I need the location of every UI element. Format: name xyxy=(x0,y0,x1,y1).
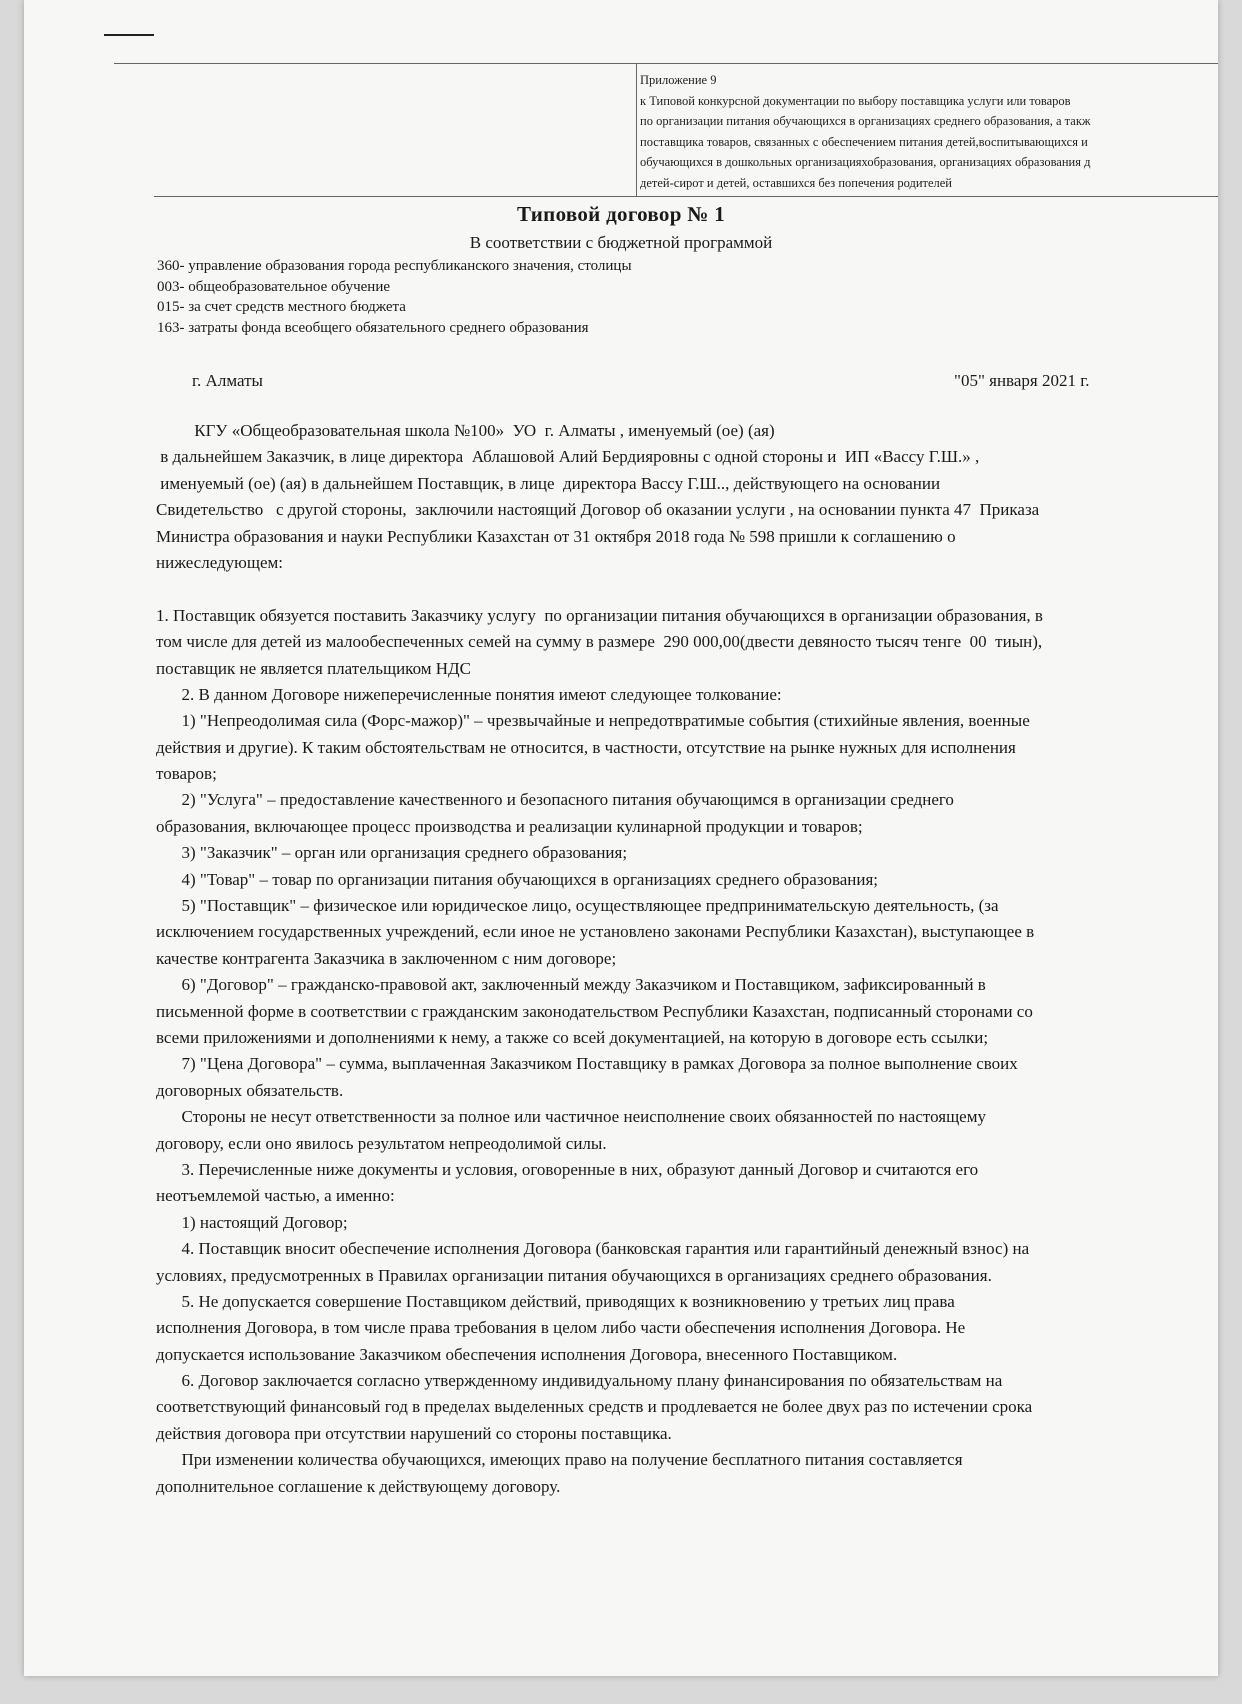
annex-top-rule xyxy=(114,63,1218,64)
body-line: образования, включающее процесс производства и реализации кулинарной продукции и товаров; xyxy=(156,816,863,836)
document-title: Типовой договор № 1 xyxy=(517,202,725,226)
budget-code-line: 015- за счет средств местного бюджета xyxy=(157,299,406,315)
body-line: соответствующий финансовый год в пределах выделенных средств и продлевается не более двух раз по истечении срока xyxy=(156,1397,1033,1417)
body-line: 1) "Непреодолимая сила (Форс-мажор)" – чрезвычайные и непредотвратимые события (стихийные явления, военные xyxy=(156,711,1030,731)
body-line: поставщик не является плательщиком НДС xyxy=(156,658,471,678)
body-line: в дальнейшем Заказчик, в лице директора Аблашовой Алий Бердияровны с одной стороны и ИП «Вассу Г.Ш.» , xyxy=(156,447,980,467)
annex-block xyxy=(640,70,1218,193)
body-line: 1) настоящий Договор; xyxy=(156,1212,348,1232)
body-line: 4. Поставщик вносит обеспечение исполнения Договора (банковская гарантия или гарантийный денежный взнос) на xyxy=(156,1239,1030,1259)
body-line: нижеследующем: xyxy=(156,552,284,572)
annex-line: по организации питания обучающихся в организациях среднего образования, а такж xyxy=(640,114,1091,128)
body-line: действия и другие). К таким обстоятельствам не относится, в частности, отсутствие на рынке нужных для исполнения xyxy=(156,737,1016,757)
budget-codes xyxy=(157,256,632,338)
body-line: товаров; xyxy=(156,764,217,784)
body-line: качестве контрагента Заказчика в заключенном с ним договоре; xyxy=(156,948,617,968)
body-line: 6) "Договор" – гражданско-правовой акт, заключенный между Заказчиком и Поставщиком, зафиксированный в xyxy=(156,975,986,995)
annex-line: детей-сирот и детей, оставшихся без попечения родителей xyxy=(640,175,952,190)
body-line: 2. В данном Договоре нижеперечисленные понятия имеют следующее толкование: xyxy=(156,684,782,704)
annex-line: к Типовой конкурсной документации по выбору поставщика услуги или товаров xyxy=(640,93,1071,108)
body-line: действия договора при отсутствии нарушений со стороны поставщика. xyxy=(156,1423,672,1443)
date: "05" января 2021 г. xyxy=(954,371,1090,390)
body-line: письменной форме в соответствии с гражданским законодательством Республики Казахстан, подписанный сторонами со xyxy=(156,1001,1033,1021)
body-line: исключением государственных учреждений, если иное не установлено законами Республики Казахстан), выступающее в xyxy=(156,922,1035,942)
body-line: 1. Поставщик обязуется поставить Заказчику услугу по организации питания обучающихся в организации образования, в xyxy=(156,605,1043,625)
annex-bottom-rule xyxy=(154,196,1218,197)
document-page xyxy=(24,0,1218,1676)
body-line: именуемый (ое) (ая) в дальнейшем Поставщик, в лице директора Вассу Г.Ш.., действующего на основании xyxy=(156,473,941,493)
body-line: дополнительное соглашение к действующему договору. xyxy=(156,1476,561,1496)
body-line: 7) "Цена Договора" – сумма, выплаченная Заказчиком Поставщику в рамках Договора за полное выполнение своих xyxy=(156,1054,1018,1074)
paragraph-gap xyxy=(156,576,1156,602)
body-line: 4) "Товар" – товар по организации питания обучающихся в организациях среднего образования; xyxy=(156,869,879,889)
body-line: 3) "Заказчик" – орган или организация среднего образования; xyxy=(156,843,628,863)
contract-body xyxy=(156,418,1156,1500)
annex-line: Приложение 9 xyxy=(640,73,717,87)
body-line: Свидетельство с другой стороны, заключили настоящий Договор об оказании услуги , на основании пункта 47 Приказа xyxy=(156,500,1040,520)
annex-line: обучающихся в дошкольных организацияхобразования, организациях образования д xyxy=(640,155,1091,169)
top-dash-mark xyxy=(104,34,154,36)
body-line: неотъемлемой частью, а именно: xyxy=(156,1186,395,1206)
budget-code-line: 003- общеобразовательное обучение xyxy=(157,278,390,295)
body-line: договору, если оно явилось результатом непреодолимой силы. xyxy=(156,1133,607,1153)
document-subtitle: В соответствии с бюджетной программой xyxy=(469,233,773,252)
body-line: договорных обязательств. xyxy=(156,1080,344,1100)
body-line: 6. Договор заключается согласно утвержденному индивидуальному плану финансирования по обязательствам на xyxy=(156,1371,1003,1391)
body-line: всеми приложениями и дополнениями к нему, а также со всей документацией, на которую в договоре есть ссылки; xyxy=(156,1027,989,1047)
body-line: том числе для детей из малообеспеченных семей на сумму в размере 290 000,00(двести девяносто тысяч тенге 00 тиын), xyxy=(156,632,1043,652)
body-line: КГУ «Общеобразовательная школа №100» УО г. Алматы , именуемый (ое) (ая) xyxy=(156,421,775,440)
body-line: Министра образования и науки Республики Казахстан от 31 октября 2018 года № 598 пришли к соглашению о xyxy=(156,526,956,546)
budget-code-line: 360- управление образования города республиканского значения, столицы xyxy=(157,258,632,274)
annex-left-rule xyxy=(636,64,637,196)
annex-line: поставщика товаров, связанных с обеспечением питания детей,воспитывающихся и xyxy=(640,134,1088,149)
body-line: исполнения Договора, в том числе права требования в целом либо части обеспечения исполнения Договора. Не xyxy=(156,1318,966,1338)
body-line: 5. Не допускается совершение Поставщиком действий, приводящих к возникновению у третьих лиц права xyxy=(156,1291,955,1311)
body-line: При изменении количества обучающихся, имеющих право на получение бесплатного питания составляется xyxy=(156,1450,963,1470)
city: г. Алматы xyxy=(192,371,263,390)
body-line: условиях, предусмотренных в Правилах организации питания обучающихся в организациях среднего образования. xyxy=(156,1265,992,1285)
budget-code-line: 163- затраты фонда всеобщего обязательного среднего образования xyxy=(157,319,589,336)
body-line: 3. Перечисленные ниже документы и условия, оговоренные в них, образуют данный Договор и считаются его xyxy=(156,1159,979,1179)
body-line: допускается использование Заказчиком обеспечения исполнения Договора, внесенного Поставщиком. xyxy=(156,1344,898,1364)
body-line: 2) "Услуга" – предоставление качественного и безопасного питания обучающимся в организации среднего xyxy=(156,790,954,810)
body-line: 5) "Поставщик" – физическое или юридическое лицо, осуществляющее предпринимательскую деятельность, (за xyxy=(156,896,999,916)
body-line: Стороны не несут ответственности за полное или частичное неисполнение своих обязанностей по настоящему xyxy=(156,1107,986,1127)
